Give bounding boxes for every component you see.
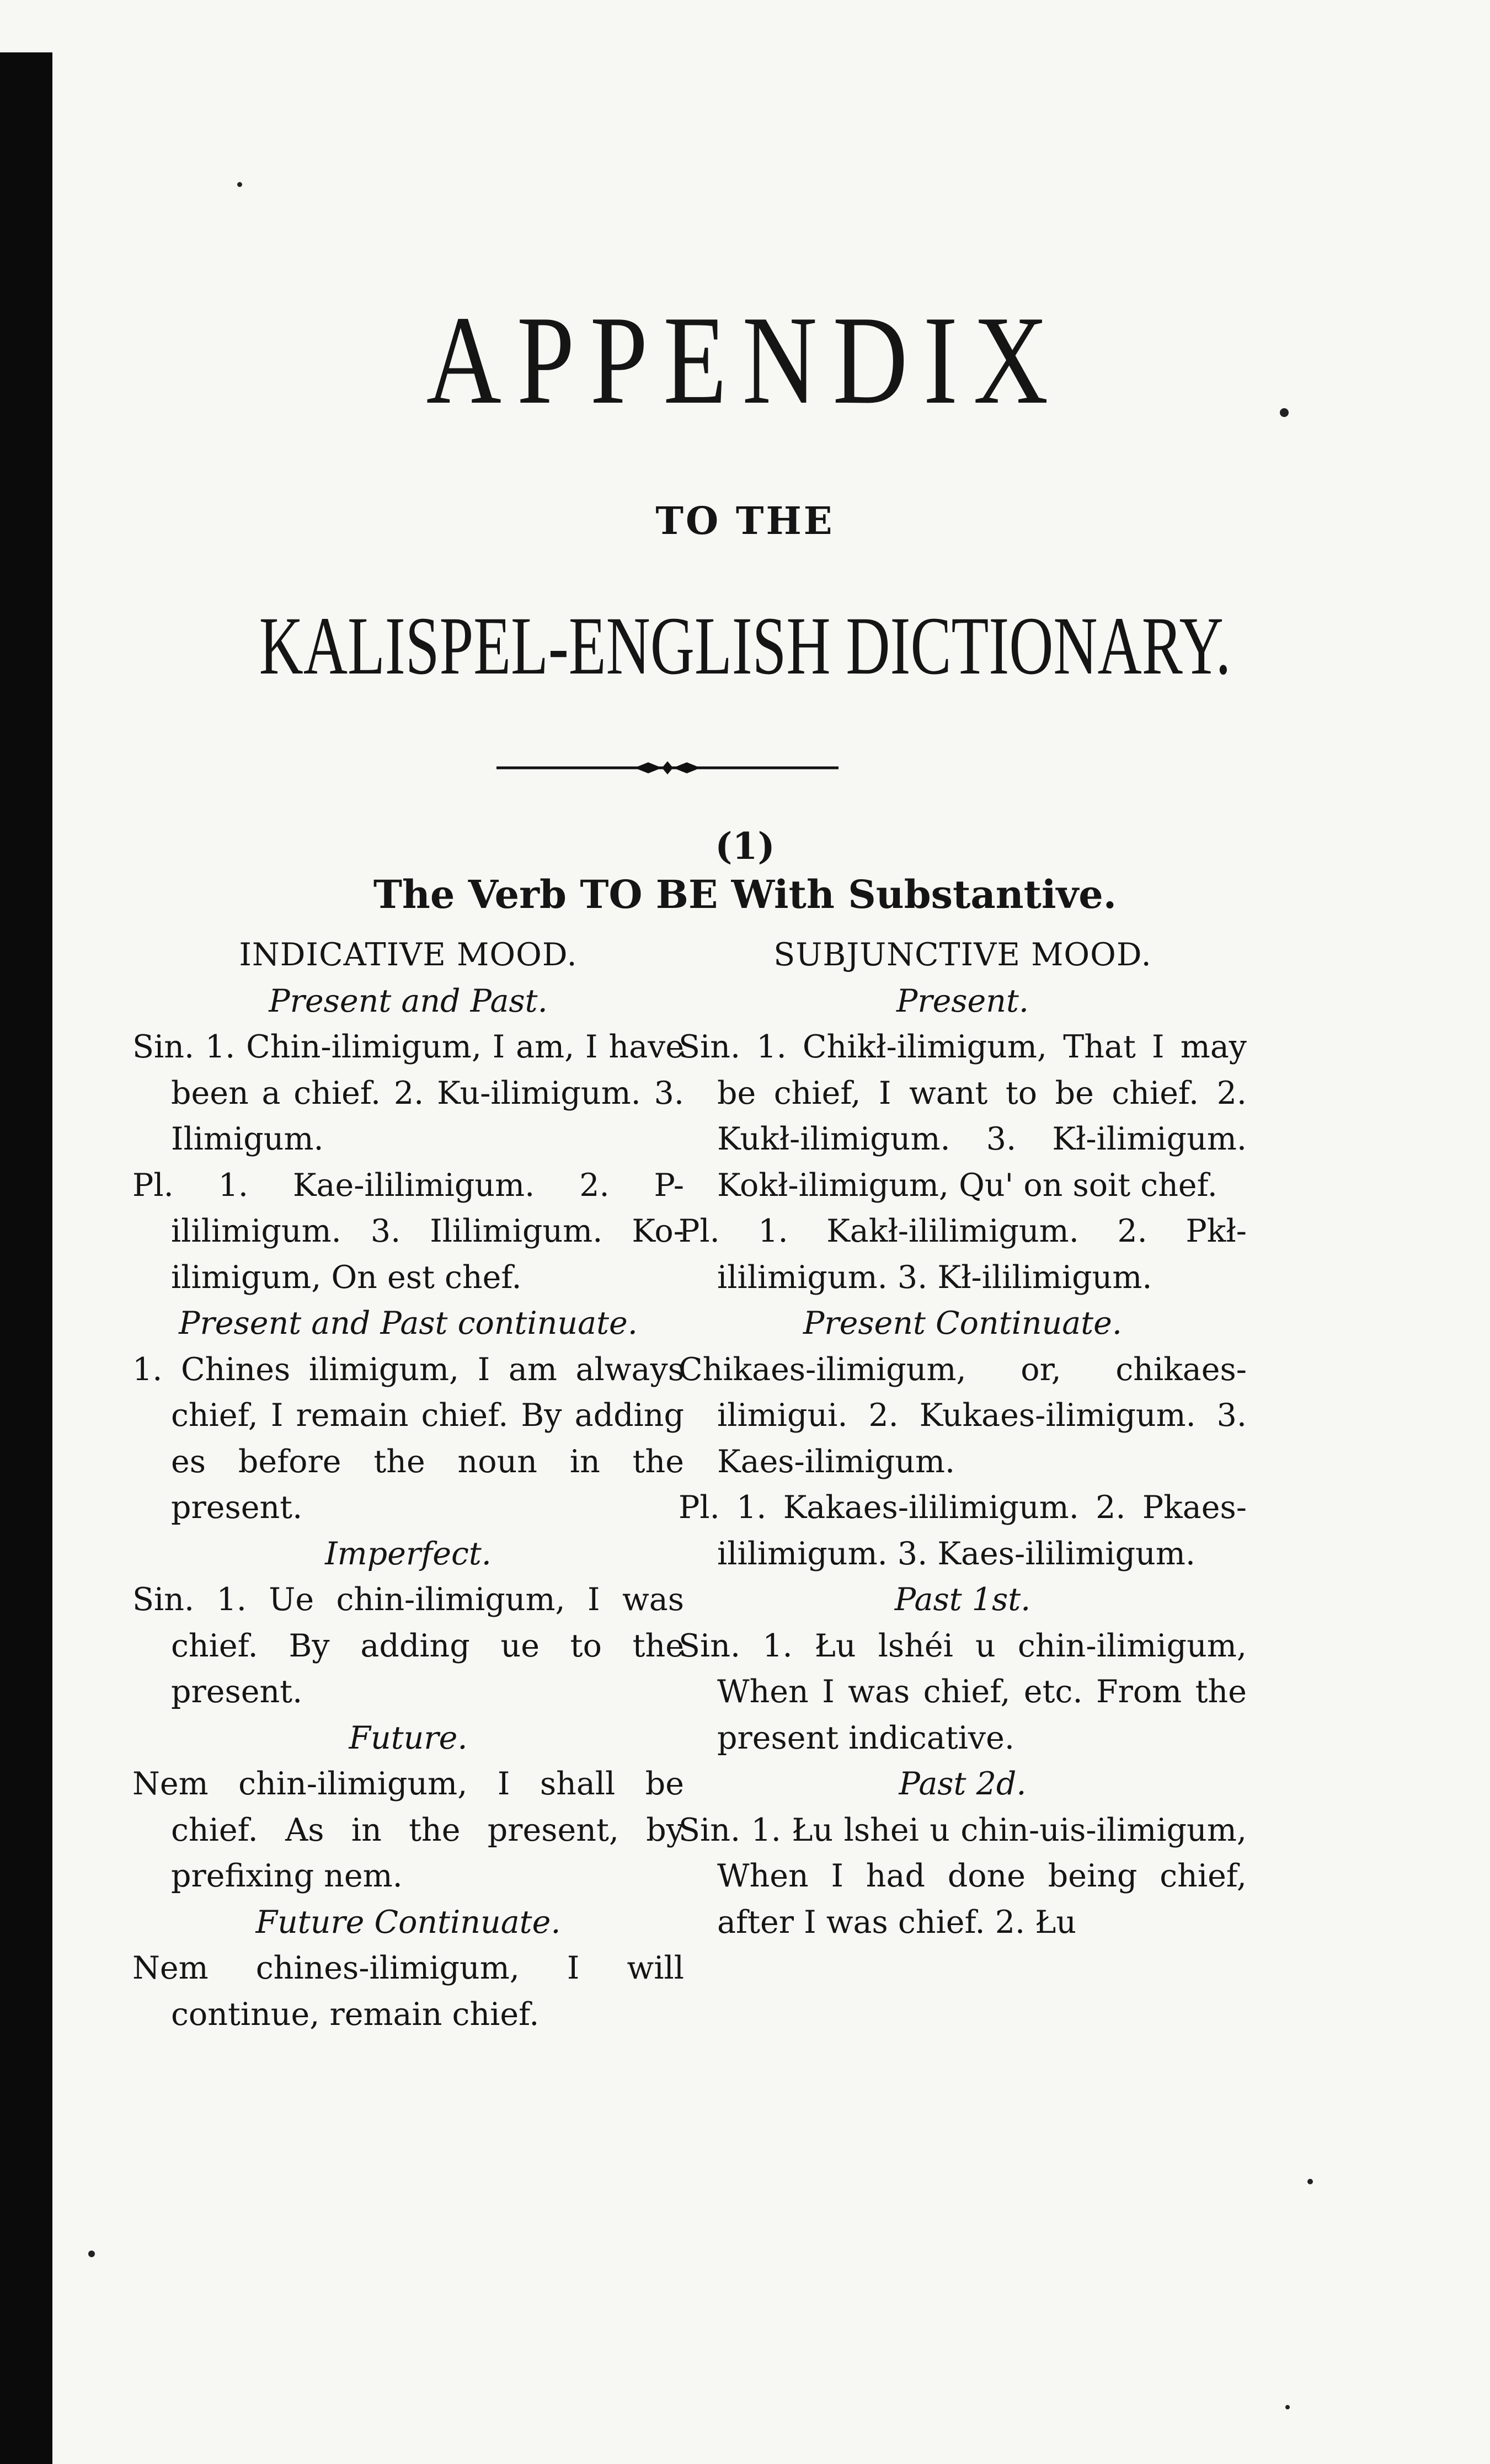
section-number: (1): [715, 825, 775, 868]
column-heading: INDICATIVE MOOD.: [239, 937, 578, 973]
subjunctive-column: [679, 932, 1247, 1945]
subheading: Present.: [896, 982, 1029, 1019]
entry: Chikaes-ilimigum, or, chikaes-ilimigui. 2. Kukaes-ilimigum. 3. Kaes-ilimigum.: [679, 1351, 1247, 1480]
entry: Pl. 1. Kakaes-ililimigum. 2. Pkaes-ililimigum. 3. Kaes-ililimigum.: [679, 1489, 1247, 1572]
subheading: Past 1st.: [894, 1581, 1031, 1618]
paper-speck: [1285, 2405, 1290, 2409]
indicative-column: [132, 932, 684, 2038]
subheading: Present and Past.: [269, 982, 548, 1019]
title-connector: TO THE: [655, 499, 835, 543]
section-title: The Verb TO BE With Substantive.: [373, 872, 1117, 917]
paper-speck: [237, 182, 242, 187]
entry: Pl. 1. Kakł-ililimigum. 2. Pkł-ililimigum. 3. Kł-ililimigum.: [679, 1213, 1247, 1296]
paper-speck: [1280, 408, 1289, 417]
subheading: Past 2d.: [899, 1766, 1027, 1802]
subheading: Imperfect.: [325, 1535, 492, 1572]
entry: Sin. 1. Chikł-ilimigum, That I may be chief, I want to be chief. 2. Kukł-ilimigum. 3. Kł-ilimigum. Kokł-ilimigum, Qu' on soit chef.: [679, 1029, 1247, 1204]
subheading: Present and Past continuate.: [179, 1305, 638, 1341]
entry: Nem chines-ilimigum, I will continue, remain chief.: [132, 1950, 684, 2033]
paper-speck: [1307, 2179, 1313, 2184]
entry: 1. Chines ilimigum, I am always chief, I remain chief. By adding es before the noun in the present.: [132, 1351, 684, 1526]
paper-speck: [88, 2251, 95, 2257]
dictionary-title: KALISPEL-ENGLISH DICTIONARY.: [259, 600, 1231, 692]
entry: Sin. 1. Łu lshéi u chin-ilimigum, When I was chief, etc. From the present indicative.: [679, 1627, 1247, 1756]
entry: Sin. 1. Łu lshei u chin-uis-ilimigum, When I had done being chief, after I was chief. 2. Łu: [679, 1811, 1247, 1941]
subheading: Present Continuate.: [803, 1305, 1122, 1341]
column-heading: SUBJUNCTIVE MOOD.: [773, 937, 1152, 973]
ornament-divider: [496, 757, 839, 779]
entry: Sin. 1. Chin-ilimigum, I am, I have been a chief. 2. Ku-ilimigum. 3. Ilimigum.: [132, 1029, 684, 1157]
subheading: Future Continuate.: [255, 1904, 561, 1941]
page-title: APPENDIX: [426, 290, 1064, 430]
entry: Nem chin-ilimigum, I shall be chief. As in the present, by prefixing nem.: [132, 1766, 684, 1894]
entry: Pl. 1. Kae-ililimigum. 2. P-ililimigum. 3. Ililimigum. Ko-ilimigum, On est chef.: [132, 1167, 684, 1296]
subheading: Future.: [349, 1719, 468, 1756]
book-spine-shadow: [0, 52, 52, 2464]
entry: Sin. 1. Ue chin-ilimigum, I was chief. By adding ue to the present.: [132, 1581, 684, 1710]
